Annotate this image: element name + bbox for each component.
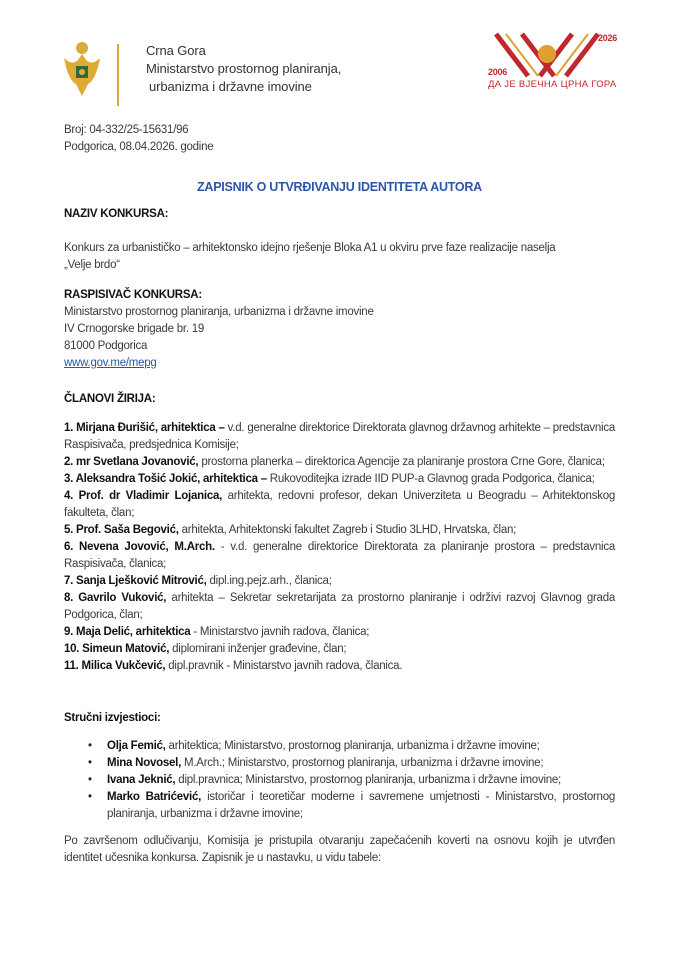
year-start: 2006 xyxy=(488,67,508,77)
member-name: 7. Sanja Lješković Mitrović, xyxy=(64,575,207,587)
document-title: ZAPISNIK O UTVRĐIVANJU IDENTITETA AUTORA xyxy=(197,180,482,194)
jury-member xyxy=(64,420,615,454)
member-role: arhitekta, redovni profesor, dekan Univerziteta u Beogradu – Arhitektonskog fakulteta, član; xyxy=(64,490,615,519)
member-role: diplomirani inženjer građevine, član; xyxy=(169,643,347,655)
member-name: 5. Prof. Saša Begović, xyxy=(64,524,179,536)
reporter-role: M.Arch.; Ministarstvo, prostornog planiranja, urbanizma i državne imovine; xyxy=(181,757,544,769)
motto: ДА ЈЕ ВЈЕЧНА ЦРНА ГОРА xyxy=(488,79,617,90)
reporter-role: arhitektica; Ministarstvo, prostornog planiranja, urbanizma i državne imovine; xyxy=(165,740,540,752)
reporter-name: Ivana Jeknić, xyxy=(107,774,176,786)
jury-member xyxy=(64,522,615,539)
competition-heading: NAZIV KONKURSA: xyxy=(64,208,169,220)
reporters-heading: Stručni izvjestioci: xyxy=(64,712,161,724)
organizer-line: 81000 Podgorica xyxy=(64,340,148,352)
ministry-name-line2: urbanizma i državne imovine xyxy=(149,79,312,94)
member-role: dipl.ing.pejz.arh., članica; xyxy=(206,575,332,587)
reporter-name: Olja Femić, xyxy=(107,740,166,752)
member-role: dipl.pravnik - Ministarstvo javnih radova, članica. xyxy=(165,660,403,672)
member-name: 3. Aleksandra Tošić Jokić, arhitektica – xyxy=(64,473,267,485)
member-role: - Ministarstvo javnih radova, članica; xyxy=(190,626,370,638)
member-role: - v.d. generalne direktorice Direktorata za planiranje prostora – predstavnica Raspisivača, članica; xyxy=(64,541,615,570)
member-name: 11. Milica Vukčević, xyxy=(64,660,166,672)
organizer-section xyxy=(64,287,615,372)
jubilee-logo xyxy=(484,30,634,96)
competition-text: Konkurs za urbanističko – arhitektonsko idejno rješenje Bloka A1 u okviru prve faze realizacije naselja „Velje brdo“ xyxy=(64,242,556,271)
country-name: Crna Gora xyxy=(146,43,206,58)
jury-list xyxy=(64,420,615,675)
member-name: 1. Mirjana Đurišić, arhitektica – xyxy=(64,422,225,434)
reporter-role: istoričar i teoretičar moderne i savremene umjetnosti - Ministarstvo, prostornog planiranja, urbanizma i državne imovine; xyxy=(107,791,615,820)
member-role: prostorna planerka – direktorica Agencije za planiranje prostora Crne Gore, članica; xyxy=(198,456,605,468)
jury-member xyxy=(64,539,615,573)
jury-member xyxy=(64,624,615,641)
header-divider xyxy=(117,44,119,106)
reporter-item xyxy=(64,755,615,772)
jury-member xyxy=(64,590,615,624)
member-role: arhitekta, Arhitektonski fakultet Zagreb i Studio 3LHD, Hrvatska, član; xyxy=(178,524,517,536)
jury-member xyxy=(64,641,615,658)
ministry-header xyxy=(146,42,341,96)
member-name: 4. Prof. dr Vladimir Lojanica, xyxy=(64,490,223,502)
ministry-name-line1: Ministarstvo prostornog planiranja, xyxy=(146,61,342,76)
year-end: 2026 xyxy=(598,33,618,43)
member-role: arhitekta – Sekretar sekretarijata za prostorno planiranje i održivi razvoj Glavnog grada Podgorica, član; xyxy=(64,592,615,621)
member-role: v.d. generalne direktorice Direktorata glavnog državnog arhitekte – predstavnica Raspisivača, predsjednica Komisije; xyxy=(64,422,615,451)
member-name: 9. Maja Delić, arhitektica xyxy=(64,626,191,638)
jury-member xyxy=(64,573,615,590)
document-number: Broj: 04-332/25-15631/96 xyxy=(64,124,189,136)
reporter-item xyxy=(64,772,615,789)
reporter-item xyxy=(64,789,615,823)
reporter-item xyxy=(64,738,615,755)
organizer-heading: RASPISIVAČ KONKURSA: xyxy=(64,289,202,301)
jury-heading: ČLANOVI ŽIRIJA: xyxy=(64,393,156,405)
reporters-list xyxy=(64,738,615,823)
member-name: 2. mr Svetlana Jovanović, xyxy=(64,456,199,468)
coat-of-arms-icon xyxy=(62,40,102,102)
member-name: 8. Gavrilo Vuković, xyxy=(64,592,167,604)
reporter-name: Marko Batrićević, xyxy=(107,791,202,803)
jury-member xyxy=(64,488,615,522)
reporter-role: dipl.pravnica; Ministarstvo, prostornog planiranja, urbanizma i državne imovine; xyxy=(175,774,561,786)
document-meta xyxy=(64,122,615,156)
member-name: 10. Simeun Matović, xyxy=(64,643,170,655)
organizer-website-link[interactable]: www.gov.me/mepg xyxy=(64,357,157,369)
organizer-line: Ministarstvo prostornog planiranja, urbanizma i državne imovine xyxy=(64,306,374,318)
organizer-line: IV Crnogorske brigade br. 19 xyxy=(64,323,205,335)
member-name: 6. Nevena Jovović, M.Arch. xyxy=(64,541,215,553)
reporter-name: Mina Novosel, xyxy=(107,757,182,769)
place-date: Podgorica, 08.04.2026. godine xyxy=(64,141,214,153)
jury-member xyxy=(64,658,615,675)
closing-paragraph: Po završenom odlučivanju, Komisija je pristupila otvaranju zapečaćenih koverti na osnovu kojih je utvrđen identitet učesnika konkursa. Zapisnik je u nastavku, u vidu tabele: xyxy=(64,835,615,864)
member-role: Rukovoditejka izrade IID PUP-a Glavnog grada Podgorica, članica; xyxy=(266,473,595,485)
jury-member xyxy=(64,454,615,471)
jury-member xyxy=(64,471,615,488)
